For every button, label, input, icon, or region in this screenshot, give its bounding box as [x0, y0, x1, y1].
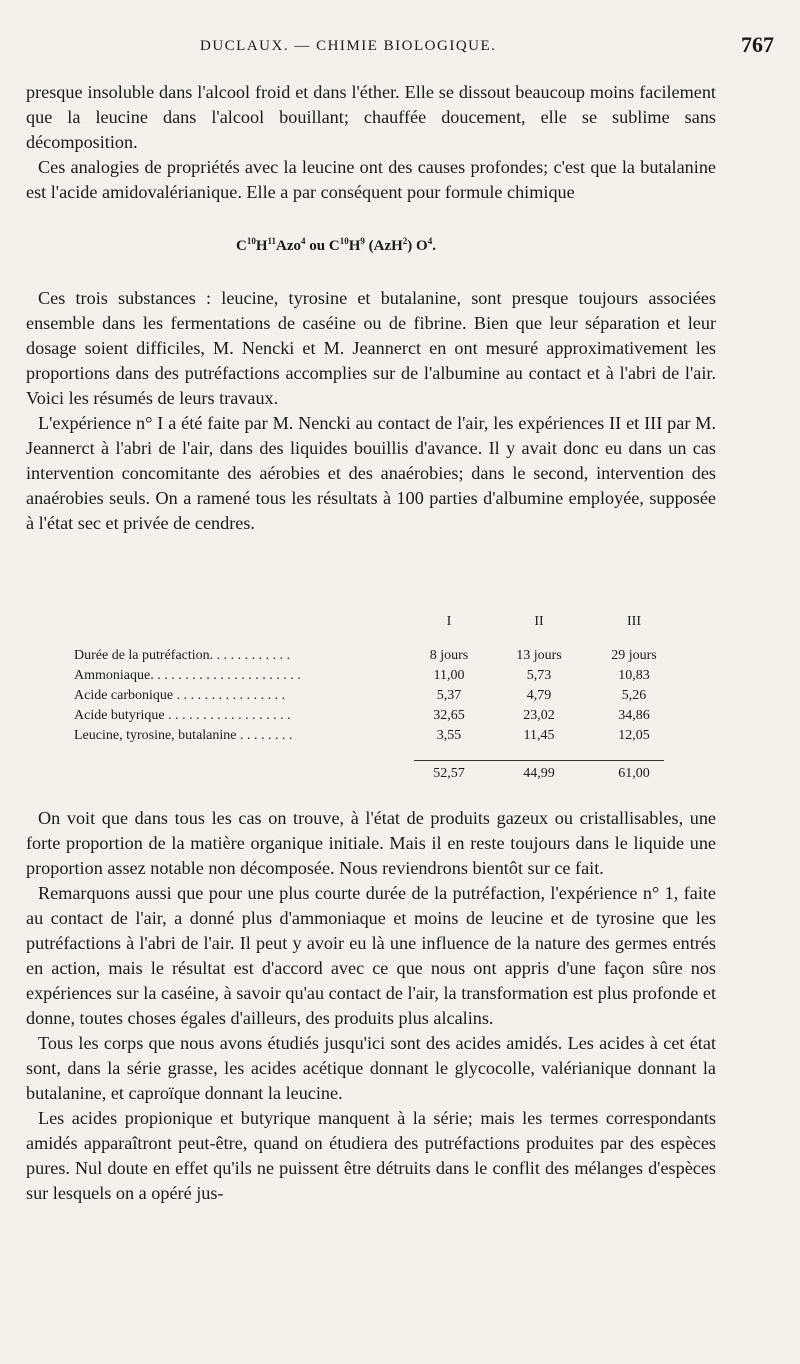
- table-row: [74, 728, 674, 748]
- formula-sup: 10: [339, 236, 349, 246]
- table-cell: 23,02: [523, 708, 555, 723]
- formula-part: (AzH: [364, 238, 403, 254]
- table-row: [74, 648, 674, 668]
- column-header: III: [627, 614, 641, 629]
- text-block-middle: [26, 286, 716, 536]
- row-label: Ammoniaque. . . . . . . . . . . . . . . . . . . . . .: [74, 668, 301, 683]
- formula-sup: 4: [301, 236, 306, 246]
- formula-sup: 10: [246, 236, 256, 246]
- formula-connector: ou: [305, 238, 329, 254]
- running-head: DUCLAUX. — CHIMIE BIOLOGIQUE.: [200, 38, 497, 54]
- table-total-row: [74, 766, 674, 786]
- table-cell: 13 jours: [516, 648, 562, 663]
- chemical-formula: [236, 236, 436, 255]
- paragraph: L'expérience n° I a été faite par M. Nencki au contact de l'air, les expériences II et III par M. Jeannerct à l'abri de l'air, dans des liquides bouillis d'avance. Il y avait donc eu dans un cas intervention concomitante des aérobies et des anaérobies; dans le second, intervention des anaérobies seuls. On a ramené tous les résultats à 100 parties d'albumine employée, supposée à l'état sec et privée de cendres.: [26, 413, 716, 533]
- paragraph: Ces analogies de propriétés avec la leucine ont des causes profondes; c'est que la butalanine est l'acide amidovalérianique. Elle a par conséquent pour formule chimique: [26, 157, 716, 202]
- row-label: Acide butyrique . . . . . . . . . . . . . . . . . .: [74, 708, 291, 723]
- row-label: Durée de la putréfaction. . . . . . . . . . . .: [74, 648, 291, 663]
- formula-part: H: [255, 238, 268, 254]
- text-block-top: [26, 80, 716, 205]
- table-cell: 34,86: [618, 708, 650, 723]
- table-cell: 10,83: [618, 668, 650, 683]
- table-cell: 12,05: [618, 728, 650, 743]
- formula-part: H: [348, 238, 361, 254]
- table-cell: 5,26: [621, 688, 647, 703]
- total-cell: 52,57: [433, 766, 465, 781]
- table-header-row: [74, 614, 674, 636]
- formula-sup: 9: [360, 236, 365, 246]
- page-number: 767: [741, 32, 774, 57]
- table-cell: 5,73: [526, 668, 552, 683]
- table-cell: 5,37: [436, 688, 462, 703]
- row-label: Leucine, tyrosine, butalanine . . . . . . . .: [74, 728, 293, 743]
- table-cell: 3,55: [436, 728, 462, 743]
- formula-sup: 11: [267, 236, 277, 246]
- paragraph: Remarquons aussi que pour une plus courte durée de la putréfaction, l'expérience n° 1, faite au contact de l'air, a donné plus d'ammoniaque et moins de leucine et de tyrosine que les putréfactions à l'abri de l'air. Il peut y avoir eu là une influence de la nature des germes entrés en action, mais le résultat est d'accord avec ce que nous ont appris d'une façon sûre nos expériences sur la caséine, à savoir qu'au contact de l'air, la transformation est plus profonde et donne, toutes choses égales d'ailleurs, des produits plus alcalins.: [26, 883, 716, 1028]
- paragraph: Les acides propionique et butyrique manquent à la série; mais les termes correspondants amidés apparaîtront peut-être, quand on étudiera des putréfactions produites par des espèces pures. Nul doute en effet qu'ils ne puissent être détruits dans le conflit des mélanges d'espèces sur lesquels on a opéré jus-: [26, 1108, 716, 1203]
- text-block-bottom: [26, 806, 716, 1206]
- table-row: [74, 708, 674, 728]
- formula-part: ) O: [407, 238, 428, 254]
- column-header: I: [446, 614, 452, 629]
- table-cell: 4,79: [526, 688, 552, 703]
- formula-sup: 4: [427, 236, 433, 246]
- table-cell: 11,45: [523, 728, 555, 743]
- row-label: Acide carbonique . . . . . . . . . . . . . . . .: [74, 688, 286, 703]
- paragraph: presque insoluble dans l'alcool froid et dans l'éther. Elle se dissout beaucoup moins facilement que la leucine dans l'alcool bouillant; chauffée doucement, elle se sublime sans décomposition.: [26, 82, 716, 152]
- table-cell: 29 jours: [611, 648, 657, 663]
- column-header: II: [534, 614, 544, 629]
- paragraph: Ces trois substances : leucine, tyrosine et butalanine, sont presque toujours associées ensemble dans les fermentations de caséine ou de fibrine. Bien que leur séparation et leur dosage soient difficiles, M. Nencki et M. Jeannerct en ont mesuré approximativement les proportions dans des putréfactions accomplies sur de l'albumine au contact et à l'abri de l'air. Voici les résumés de leurs travaux.: [26, 288, 716, 408]
- total-cell: 61,00: [618, 766, 650, 781]
- table-cell: 32,65: [433, 708, 465, 723]
- formula-part: .: [432, 238, 436, 254]
- total-cell: 44,99: [523, 766, 555, 781]
- formula-part: C: [236, 238, 247, 254]
- table-row: [74, 668, 674, 688]
- formula-part: Azo: [276, 238, 302, 254]
- page-header: [20, 32, 780, 62]
- formula-sup: 2: [402, 236, 408, 246]
- formula-part: C: [328, 238, 340, 254]
- table-cell: 11,00: [433, 668, 465, 683]
- table-row: [74, 688, 674, 708]
- paragraph: Tous les corps que nous avons étudiés jusqu'ici sont des acides amidés. Les acides à cet état sont, dans la série grasse, les acides acétique donnant le glycocolle, valérianique donnant la butalanine, et caproïque donnant la leucine.: [26, 1033, 716, 1103]
- paragraph: On voit que dans tous les cas on trouve, à l'état de produits gazeux ou cristallisables, une forte proportion de la matière organique initiale. Mais il en reste toujours dans le liquide une proportion assez notable non décomposée. Nous reviendrons bientôt sur ce fait.: [26, 808, 716, 878]
- table-cell: 8 jours: [429, 648, 469, 663]
- total-rule: [414, 760, 664, 761]
